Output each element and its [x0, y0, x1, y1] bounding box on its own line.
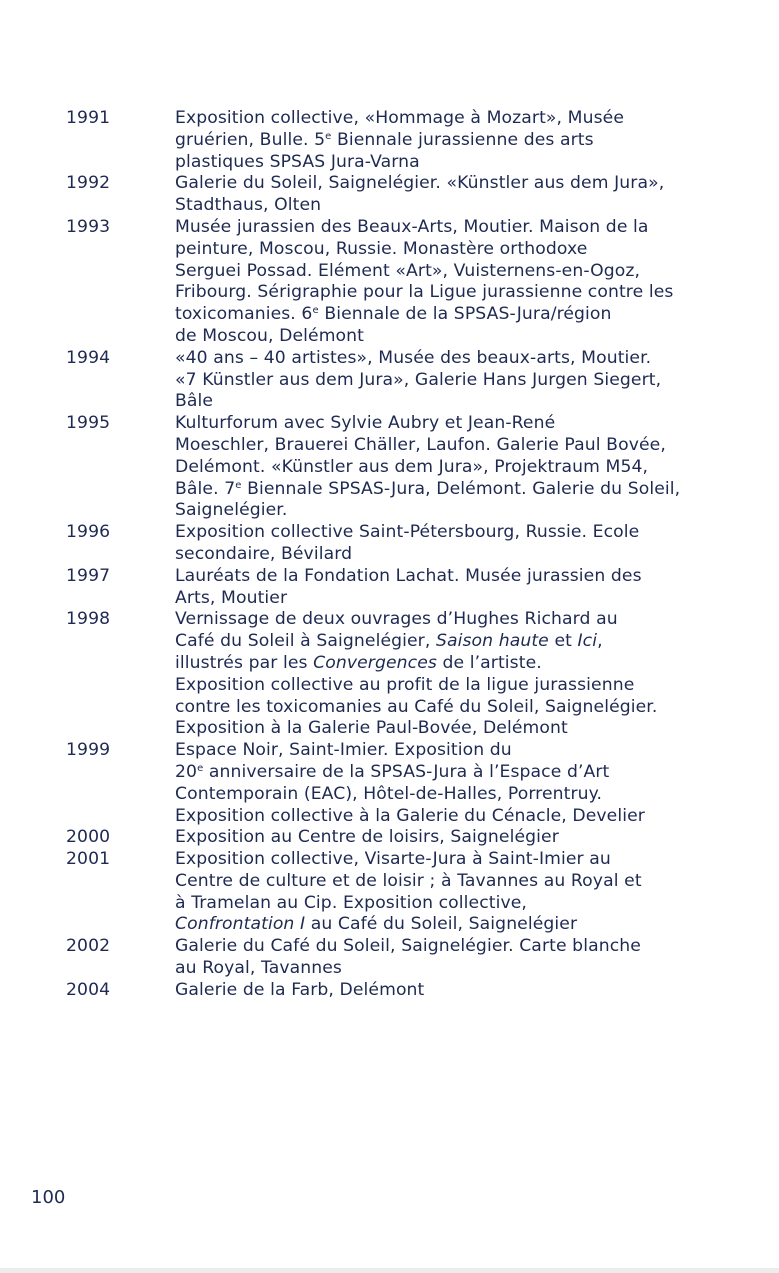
entry-line	[175, 762, 765, 784]
entry-description	[175, 413, 765, 522]
text-segment: Café du Soleil à Saignelégier,	[175, 631, 436, 652]
entry-line	[175, 108, 765, 130]
text-segment: contre les toxicomanies au Café du Soleil, Saignelégier.	[175, 696, 658, 717]
entry-line	[175, 479, 765, 501]
entry-line	[175, 370, 765, 392]
text-segment: au Royal, Tavannes	[175, 958, 342, 979]
text-segment: de Moscou, Delémont	[175, 325, 364, 346]
entry-description	[175, 980, 765, 1002]
text-segment: Galerie du Soleil, Saignelégier. «Künstler aus dem Jura»,	[175, 173, 665, 194]
ordinal-superscript: e	[197, 762, 204, 774]
entry-line	[175, 871, 765, 893]
entry-line	[175, 217, 765, 239]
text-segment: Moeschler, Brauerei Chäller, Laufon. Galerie Paul Bovée,	[175, 434, 666, 455]
exhibition-entry	[0, 609, 779, 740]
text-segment: Lauréats de la Fondation Lachat. Musée jurassien des	[175, 565, 642, 586]
italic-title: Convergences	[313, 652, 437, 673]
text-segment: Bâle	[175, 391, 214, 412]
text-segment: «7 Künstler aus dem Jura», Galerie Hans Jurgen Siegert,	[175, 369, 662, 390]
text-segment: Exposition collective, «Hommage à Mozart», Musée	[175, 108, 624, 128]
entry-line	[175, 435, 765, 457]
entry-description	[175, 348, 765, 413]
exhibition-entry	[0, 348, 779, 413]
entry-line	[175, 522, 765, 544]
entry-line	[175, 893, 765, 915]
page-number: 100	[31, 1187, 66, 1208]
entry-line	[175, 261, 765, 283]
exhibition-entry	[0, 108, 779, 173]
entry-line	[175, 566, 765, 588]
text-segment: peinture, Moscou, Russie. Monastère orthodoxe	[175, 238, 588, 259]
text-segment: illustrés par les	[175, 652, 314, 673]
entry-line	[175, 391, 765, 413]
text-segment: Serguei Possad. Elément «Art», Vuisternens-en-Ogoz,	[175, 260, 641, 281]
exhibition-entry	[0, 980, 779, 1002]
text-segment: à Tramelan au Cip. Exposition collective,	[175, 892, 527, 913]
text-segment: Arts, Moutier	[175, 587, 288, 608]
text-segment: anniversaire de la SPSAS-Jura à l’Espace d’Art	[203, 761, 610, 782]
entry-year: 1991	[66, 108, 111, 128]
entry-description	[175, 108, 765, 173]
entry-year: 1997	[66, 565, 111, 586]
entry-line	[175, 653, 765, 675]
entry-description	[175, 217, 765, 348]
text-segment: Exposition au Centre de loisirs, Saignelégier	[175, 827, 559, 848]
text-segment: Exposition collective à la Galerie du Cénacle, Develier	[175, 805, 645, 826]
italic-title: Ici	[577, 631, 598, 652]
entry-line	[175, 173, 765, 195]
entry-year: 1995	[66, 413, 111, 434]
text-segment: plastiques SPSAS Jura-Varna	[175, 151, 420, 172]
entry-line	[175, 326, 765, 348]
text-segment: Biennale jurassienne des arts	[331, 129, 594, 150]
entry-year: 2000	[66, 827, 111, 848]
entry-year: 2001	[66, 849, 111, 870]
text-segment: et	[548, 631, 578, 652]
entry-description	[175, 522, 765, 566]
text-segment: de l’artiste.	[436, 652, 542, 673]
text-segment: Biennale de la SPSAS-Jura/région	[318, 304, 612, 325]
entry-description	[175, 849, 765, 936]
entry-line	[175, 544, 765, 566]
text-segment: Galerie du Café du Soleil, Saignelégier. Carte blanche	[175, 936, 641, 957]
text-segment: Exposition collective, Visarte-Jura à Saint-Imier au	[175, 849, 611, 870]
entry-description	[175, 936, 765, 980]
entry-line	[175, 588, 765, 610]
entry-line	[175, 609, 765, 631]
text-segment: Fribourg. Sérigraphie pour la Ligue jurassienne contre les	[175, 282, 674, 303]
entry-year: 2004	[66, 979, 111, 1000]
entry-year: 1999	[66, 740, 111, 761]
text-segment: Musée jurassien des Beaux-Arts, Moutier. Maison de la	[175, 216, 649, 237]
text-segment: secondaire, Bévilard	[175, 543, 353, 564]
entry-line	[175, 740, 765, 762]
entry-description	[175, 827, 765, 849]
text-segment: Exposition à la Galerie Paul-Bovée, Delémont	[175, 718, 568, 739]
text-segment: Bâle. 7	[175, 478, 236, 499]
text-segment: Espace Noir, Saint-Imier. Exposition du	[175, 740, 512, 761]
entry-line	[175, 849, 765, 871]
entry-line	[175, 413, 765, 435]
entry-line	[175, 697, 765, 719]
text-segment: Saignelégier.	[175, 500, 288, 521]
entry-line	[175, 130, 765, 152]
page-bottom-edge	[0, 1268, 779, 1273]
text-segment: Kulturforum avec Sylvie Aubry et Jean-René	[175, 413, 556, 434]
entry-description	[175, 740, 765, 827]
text-segment: Delémont. «Künstler aus dem Jura», Projektraum M54,	[175, 456, 649, 477]
italic-title: Saison haute	[435, 631, 549, 652]
text-segment: toxicomanies. 6	[175, 304, 313, 325]
text-segment: 20	[175, 761, 198, 782]
exhibition-entry	[0, 217, 779, 348]
text-segment: ,	[597, 631, 603, 652]
text-segment: Exposition collective Saint-Pétersbourg, Russie. Ecole	[175, 522, 640, 543]
entry-year: 1996	[66, 522, 111, 543]
text-segment: Vernissage de deux ouvrages d’Hughes Richard au	[175, 609, 618, 630]
entry-line	[175, 718, 765, 740]
text-segment: «40 ans – 40 artistes», Musée des beaux-arts, Moutier.	[175, 347, 652, 368]
entry-line	[175, 282, 765, 304]
entry-year: 1998	[66, 609, 111, 630]
exhibition-entry	[0, 413, 779, 522]
entry-line	[175, 457, 765, 479]
exhibition-entry	[0, 522, 779, 566]
text-segment: Exposition collective au profit de la ligue jurassienne	[175, 674, 635, 695]
ordinal-superscript: e	[312, 305, 319, 317]
entry-year: 1992	[66, 173, 111, 194]
text-segment: Stadthaus, Olten	[175, 195, 322, 216]
entry-line	[175, 500, 765, 522]
exhibition-entry	[0, 740, 779, 827]
text-segment: gruérien, Bulle. 5	[175, 129, 326, 150]
exhibition-entry	[0, 849, 779, 936]
entry-line	[175, 958, 765, 980]
entry-year: 1993	[66, 216, 111, 237]
exhibition-entry	[0, 173, 779, 217]
text-segment: au Café du Soleil, Saignelégier	[305, 914, 578, 935]
entry-description	[175, 566, 765, 610]
entry-line	[175, 936, 765, 958]
entry-line	[175, 827, 765, 849]
entry-line	[175, 914, 765, 936]
entry-line	[175, 239, 765, 261]
entry-description	[175, 173, 765, 217]
exhibition-entry	[0, 566, 779, 610]
ordinal-superscript: e	[325, 130, 332, 142]
entry-line	[175, 631, 765, 653]
entry-description	[175, 609, 765, 740]
text-segment: Biennale SPSAS-Jura, Delémont. Galerie du Soleil,	[241, 478, 681, 499]
exhibition-list	[0, 108, 779, 1002]
ordinal-superscript: e	[235, 479, 242, 491]
entry-line	[175, 675, 765, 697]
entry-line	[175, 348, 765, 370]
entry-year: 1994	[66, 347, 111, 368]
entry-line	[175, 980, 765, 1002]
entry-line	[175, 304, 765, 326]
italic-title: Confrontation I	[175, 914, 306, 935]
entry-line	[175, 806, 765, 828]
text-segment: Centre de culture et de loisir ; à Tavannes au Royal et	[175, 870, 642, 891]
text-segment: Galerie de la Farb, Delémont	[175, 979, 425, 1000]
entry-line	[175, 195, 765, 217]
text-segment: Contemporain (EAC), Hôtel-de-Halles, Porrentruy.	[175, 783, 603, 804]
entry-line	[175, 152, 765, 174]
entry-line	[175, 784, 765, 806]
exhibition-entry	[0, 827, 779, 849]
entry-year: 2002	[66, 936, 111, 957]
exhibition-entry	[0, 936, 779, 980]
